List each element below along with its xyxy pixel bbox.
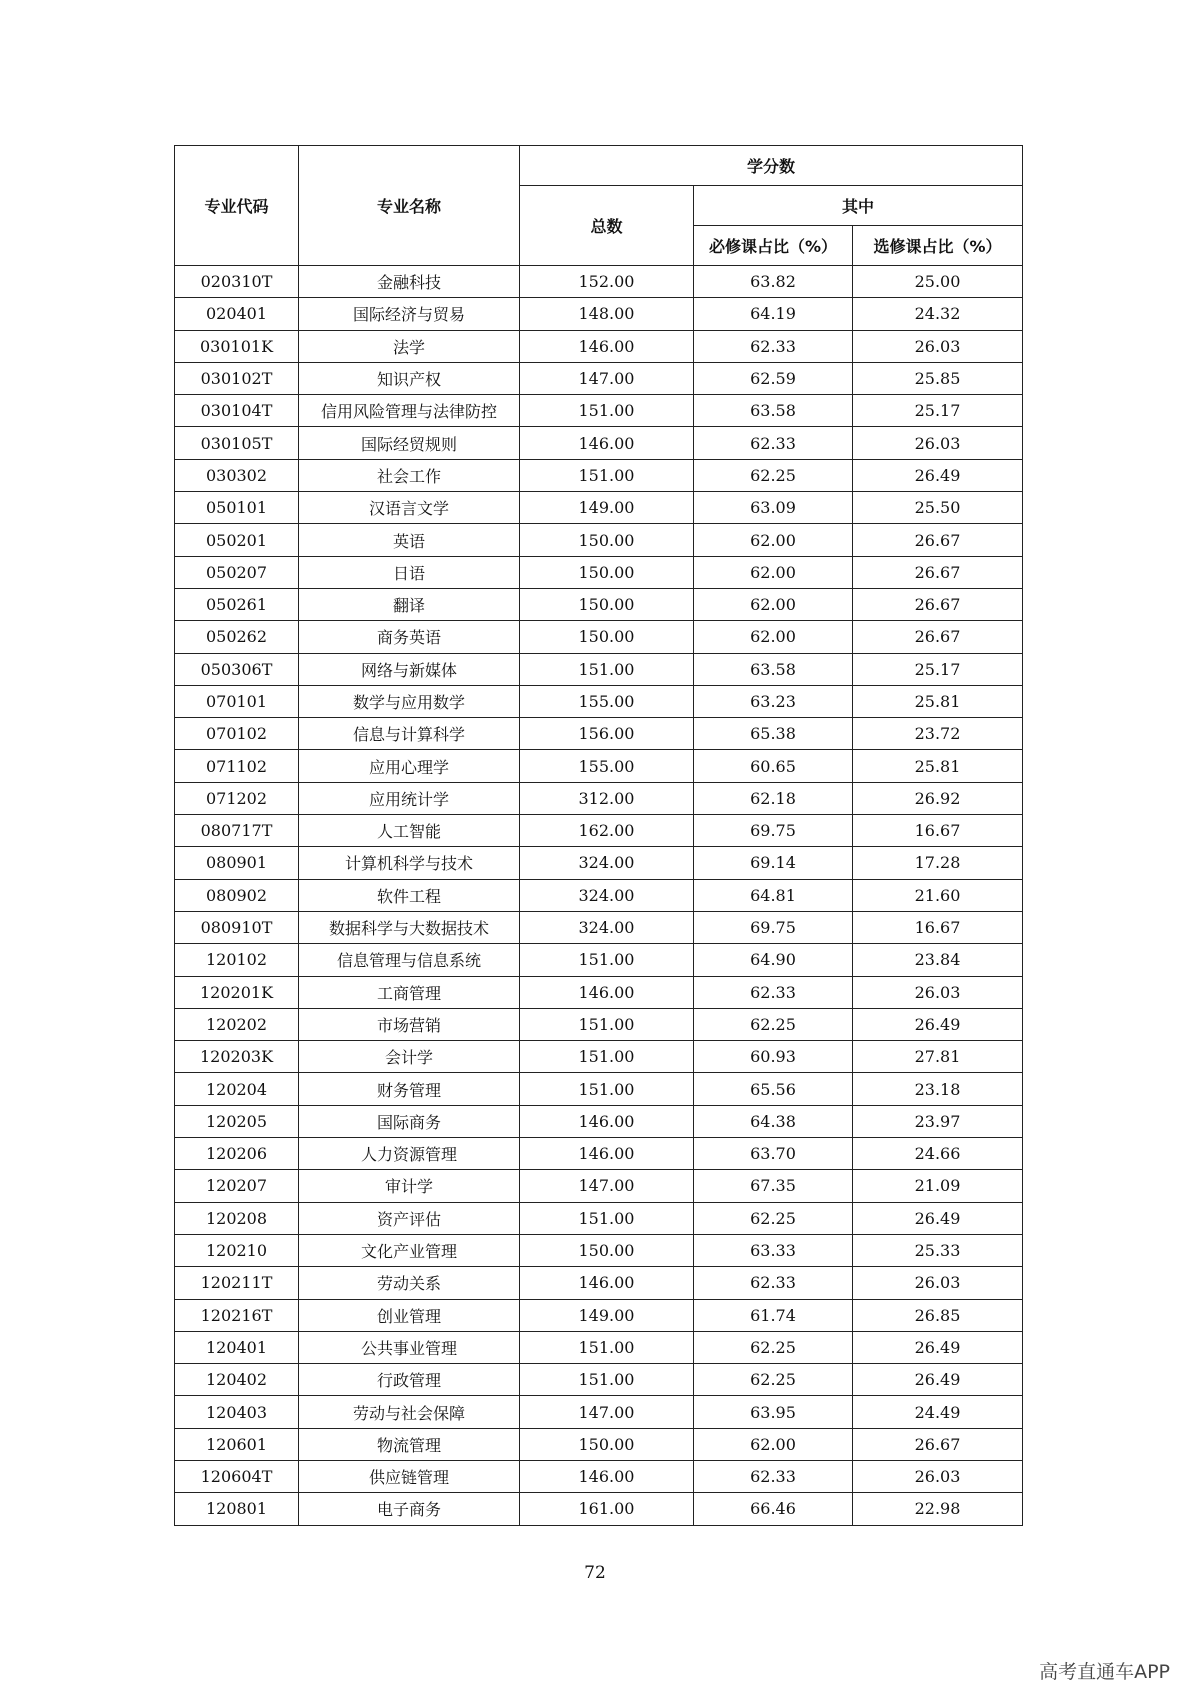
cell-total-credits: 147.00 <box>520 1170 694 1202</box>
cell-major-name: 应用心理学 <box>299 750 520 782</box>
cell-total-credits: 151.00 <box>520 1202 694 1234</box>
header-major-code: 专业代码 <box>175 146 299 266</box>
cell-required-ratio: 64.90 <box>694 944 853 976</box>
cell-elective-ratio: 21.09 <box>853 1170 1023 1202</box>
cell-required-ratio: 69.75 <box>694 815 853 847</box>
cell-elective-ratio: 16.67 <box>853 815 1023 847</box>
cell-elective-ratio: 26.67 <box>853 524 1023 556</box>
cell-elective-ratio: 26.67 <box>853 588 1023 620</box>
cell-major-code: 020310T <box>175 266 299 298</box>
table-row <box>175 1008 1023 1040</box>
cell-major-name: 文化产业管理 <box>299 1234 520 1266</box>
cell-major-name: 知识产权 <box>299 362 520 394</box>
cell-elective-ratio: 26.92 <box>853 782 1023 814</box>
cell-total-credits: 146.00 <box>520 976 694 1008</box>
table-row <box>175 1170 1023 1202</box>
cell-major-code: 120211T <box>175 1267 299 1299</box>
table-row <box>175 330 1023 362</box>
cell-elective-ratio: 26.03 <box>853 976 1023 1008</box>
cell-major-name: 财务管理 <box>299 1073 520 1105</box>
cell-required-ratio: 63.95 <box>694 1396 853 1428</box>
cell-total-credits: 161.00 <box>520 1493 694 1525</box>
header-credits: 学分数 <box>520 146 1023 186</box>
cell-elective-ratio: 23.72 <box>853 718 1023 750</box>
cell-elective-ratio: 26.03 <box>853 1460 1023 1492</box>
cell-major-name: 行政管理 <box>299 1364 520 1396</box>
header-of-which: 其中 <box>694 186 1023 226</box>
table-row <box>175 1460 1023 1492</box>
cell-required-ratio: 64.38 <box>694 1105 853 1137</box>
cell-total-credits: 155.00 <box>520 685 694 717</box>
cell-total-credits: 146.00 <box>520 330 694 362</box>
cell-required-ratio: 62.25 <box>694 1008 853 1040</box>
cell-elective-ratio: 25.00 <box>853 266 1023 298</box>
cell-major-name: 物流管理 <box>299 1428 520 1460</box>
cell-total-credits: 156.00 <box>520 718 694 750</box>
cell-required-ratio: 62.59 <box>694 362 853 394</box>
cell-major-code: 120208 <box>175 1202 299 1234</box>
table-row <box>175 1073 1023 1105</box>
cell-total-credits: 150.00 <box>520 588 694 620</box>
cell-major-code: 080910T <box>175 911 299 943</box>
cell-elective-ratio: 25.17 <box>853 653 1023 685</box>
cell-total-credits: 324.00 <box>520 911 694 943</box>
cell-total-credits: 151.00 <box>520 1073 694 1105</box>
cell-major-code: 120801 <box>175 1493 299 1525</box>
cell-total-credits: 155.00 <box>520 750 694 782</box>
cell-elective-ratio: 25.17 <box>853 395 1023 427</box>
cell-major-code: 050101 <box>175 492 299 524</box>
cell-major-code: 030105T <box>175 427 299 459</box>
table-row <box>175 459 1023 491</box>
table-row <box>175 1364 1023 1396</box>
cell-total-credits: 151.00 <box>520 653 694 685</box>
cell-major-name: 社会工作 <box>299 459 520 491</box>
cell-major-code: 120401 <box>175 1331 299 1363</box>
cell-elective-ratio: 27.81 <box>853 1041 1023 1073</box>
cell-major-name: 应用统计学 <box>299 782 520 814</box>
cell-major-code: 120210 <box>175 1234 299 1266</box>
table-row <box>175 1428 1023 1460</box>
cell-required-ratio: 63.23 <box>694 685 853 717</box>
cell-major-code: 120203K <box>175 1041 299 1073</box>
cell-major-name: 人力资源管理 <box>299 1138 520 1170</box>
cell-major-code: 071202 <box>175 782 299 814</box>
cell-major-code: 050201 <box>175 524 299 556</box>
table-row <box>175 1493 1023 1525</box>
table-row <box>175 1234 1023 1266</box>
cell-total-credits: 146.00 <box>520 1138 694 1170</box>
cell-required-ratio: 62.18 <box>694 782 853 814</box>
cell-elective-ratio: 26.03 <box>853 427 1023 459</box>
table-row <box>175 492 1023 524</box>
credits-table <box>174 145 1023 1526</box>
cell-elective-ratio: 25.81 <box>853 685 1023 717</box>
table-row <box>175 427 1023 459</box>
cell-elective-ratio: 25.85 <box>853 362 1023 394</box>
cell-major-code: 030104T <box>175 395 299 427</box>
cell-major-name: 金融科技 <box>299 266 520 298</box>
cell-required-ratio: 62.00 <box>694 588 853 620</box>
cell-major-name: 翻译 <box>299 588 520 620</box>
table-row <box>175 298 1023 330</box>
table-row <box>175 524 1023 556</box>
watermark: 高考直通车APP <box>1039 1661 1170 1683</box>
cell-total-credits: 150.00 <box>520 1234 694 1266</box>
table-row <box>175 1331 1023 1363</box>
cell-required-ratio: 62.00 <box>694 1428 853 1460</box>
cell-major-name: 公共事业管理 <box>299 1331 520 1363</box>
cell-total-credits: 149.00 <box>520 492 694 524</box>
cell-major-code: 080902 <box>175 879 299 911</box>
cell-major-code: 050306T <box>175 653 299 685</box>
cell-major-code: 120402 <box>175 1364 299 1396</box>
cell-elective-ratio: 26.49 <box>853 1331 1023 1363</box>
cell-total-credits: 146.00 <box>520 1267 694 1299</box>
cell-major-code: 120205 <box>175 1105 299 1137</box>
cell-elective-ratio: 26.03 <box>853 330 1023 362</box>
header-major-name: 专业名称 <box>299 146 520 266</box>
table-row <box>175 1105 1023 1137</box>
cell-total-credits: 151.00 <box>520 1041 694 1073</box>
cell-elective-ratio: 21.60 <box>853 879 1023 911</box>
cell-total-credits: 151.00 <box>520 395 694 427</box>
cell-required-ratio: 62.00 <box>694 556 853 588</box>
cell-major-code: 071102 <box>175 750 299 782</box>
cell-major-name: 汉语言文学 <box>299 492 520 524</box>
cell-total-credits: 149.00 <box>520 1299 694 1331</box>
cell-major-code: 050207 <box>175 556 299 588</box>
cell-required-ratio: 62.33 <box>694 1460 853 1492</box>
cell-major-name: 审计学 <box>299 1170 520 1202</box>
table-row <box>175 685 1023 717</box>
cell-required-ratio: 62.00 <box>694 524 853 556</box>
cell-total-credits: 151.00 <box>520 1008 694 1040</box>
cell-major-code: 120204 <box>175 1073 299 1105</box>
cell-elective-ratio: 26.85 <box>853 1299 1023 1331</box>
cell-total-credits: 147.00 <box>520 362 694 394</box>
cell-required-ratio: 61.74 <box>694 1299 853 1331</box>
cell-major-code: 120202 <box>175 1008 299 1040</box>
cell-total-credits: 150.00 <box>520 1428 694 1460</box>
cell-major-name: 信息管理与信息系统 <box>299 944 520 976</box>
cell-required-ratio: 66.46 <box>694 1493 853 1525</box>
cell-total-credits: 147.00 <box>520 1396 694 1428</box>
table-row <box>175 976 1023 1008</box>
table-row <box>175 1299 1023 1331</box>
cell-major-code: 030102T <box>175 362 299 394</box>
cell-major-name: 国际经贸规则 <box>299 427 520 459</box>
cell-required-ratio: 63.58 <box>694 653 853 685</box>
cell-required-ratio: 62.25 <box>694 1202 853 1234</box>
cell-elective-ratio: 24.49 <box>853 1396 1023 1428</box>
table-row <box>175 362 1023 394</box>
cell-required-ratio: 62.33 <box>694 427 853 459</box>
cell-elective-ratio: 26.49 <box>853 1202 1023 1234</box>
cell-major-code: 050262 <box>175 621 299 653</box>
table-row <box>175 588 1023 620</box>
cell-major-name: 软件工程 <box>299 879 520 911</box>
table-row <box>175 750 1023 782</box>
cell-major-name: 商务英语 <box>299 621 520 653</box>
cell-major-name: 市场营销 <box>299 1008 520 1040</box>
cell-required-ratio: 63.82 <box>694 266 853 298</box>
cell-elective-ratio: 25.81 <box>853 750 1023 782</box>
table-row <box>175 1041 1023 1073</box>
cell-total-credits: 146.00 <box>520 1460 694 1492</box>
cell-major-code: 030101K <box>175 330 299 362</box>
cell-elective-ratio: 26.67 <box>853 621 1023 653</box>
cell-required-ratio: 60.93 <box>694 1041 853 1073</box>
cell-required-ratio: 62.33 <box>694 976 853 1008</box>
header-required-ratio: 必修课占比（%） <box>694 226 853 266</box>
cell-required-ratio: 65.38 <box>694 718 853 750</box>
cell-major-name: 数学与应用数学 <box>299 685 520 717</box>
cell-major-name: 电子商务 <box>299 1493 520 1525</box>
cell-major-name: 网络与新媒体 <box>299 653 520 685</box>
cell-total-credits: 146.00 <box>520 1105 694 1137</box>
cell-required-ratio: 63.33 <box>694 1234 853 1266</box>
cell-major-name: 人工智能 <box>299 815 520 847</box>
cell-major-code: 120216T <box>175 1299 299 1331</box>
cell-total-credits: 148.00 <box>520 298 694 330</box>
cell-total-credits: 151.00 <box>520 459 694 491</box>
cell-elective-ratio: 26.49 <box>853 1364 1023 1396</box>
cell-major-name: 供应链管理 <box>299 1460 520 1492</box>
cell-required-ratio: 63.58 <box>694 395 853 427</box>
cell-elective-ratio: 25.50 <box>853 492 1023 524</box>
table-body <box>175 266 1023 1526</box>
cell-elective-ratio: 24.32 <box>853 298 1023 330</box>
cell-total-credits: 151.00 <box>520 1331 694 1363</box>
table-row <box>175 621 1023 653</box>
cell-major-name: 国际经济与贸易 <box>299 298 520 330</box>
cell-elective-ratio: 16.67 <box>853 911 1023 943</box>
table-row <box>175 718 1023 750</box>
cell-elective-ratio: 26.67 <box>853 556 1023 588</box>
cell-total-credits: 150.00 <box>520 556 694 588</box>
cell-major-name: 工商管理 <box>299 976 520 1008</box>
cell-major-code: 120206 <box>175 1138 299 1170</box>
cell-major-name: 英语 <box>299 524 520 556</box>
cell-required-ratio: 64.81 <box>694 879 853 911</box>
cell-total-credits: 324.00 <box>520 847 694 879</box>
cell-elective-ratio: 26.03 <box>853 1267 1023 1299</box>
cell-elective-ratio: 26.49 <box>853 459 1023 491</box>
cell-major-code: 030302 <box>175 459 299 491</box>
cell-required-ratio: 62.33 <box>694 1267 853 1299</box>
cell-major-name: 信用风险管理与法律防控 <box>299 395 520 427</box>
cell-major-name: 劳动关系 <box>299 1267 520 1299</box>
cell-total-credits: 151.00 <box>520 944 694 976</box>
cell-elective-ratio: 17.28 <box>853 847 1023 879</box>
cell-major-name: 计算机科学与技术 <box>299 847 520 879</box>
cell-elective-ratio: 23.18 <box>853 1073 1023 1105</box>
cell-required-ratio: 65.56 <box>694 1073 853 1105</box>
table-row <box>175 1396 1023 1428</box>
header-elective-ratio: 选修课占比（%） <box>853 226 1023 266</box>
cell-major-name: 日语 <box>299 556 520 588</box>
cell-required-ratio: 64.19 <box>694 298 853 330</box>
cell-elective-ratio: 26.49 <box>853 1008 1023 1040</box>
table-row <box>175 395 1023 427</box>
cell-major-name: 会计学 <box>299 1041 520 1073</box>
cell-major-code: 120604T <box>175 1460 299 1492</box>
cell-required-ratio: 60.65 <box>694 750 853 782</box>
cell-major-code: 120102 <box>175 944 299 976</box>
cell-elective-ratio: 22.98 <box>853 1493 1023 1525</box>
cell-major-code: 080717T <box>175 815 299 847</box>
cell-major-name: 资产评估 <box>299 1202 520 1234</box>
cell-total-credits: 150.00 <box>520 621 694 653</box>
cell-required-ratio: 62.00 <box>694 621 853 653</box>
cell-total-credits: 162.00 <box>520 815 694 847</box>
cell-required-ratio: 62.25 <box>694 459 853 491</box>
cell-elective-ratio: 23.84 <box>853 944 1023 976</box>
cell-major-code: 120201K <box>175 976 299 1008</box>
cell-major-code: 120601 <box>175 1428 299 1460</box>
cell-major-name: 信息与计算科学 <box>299 718 520 750</box>
cell-elective-ratio: 23.97 <box>853 1105 1023 1137</box>
table-row <box>175 1267 1023 1299</box>
cell-elective-ratio: 25.33 <box>853 1234 1023 1266</box>
cell-major-code: 120207 <box>175 1170 299 1202</box>
cell-major-name: 劳动与社会保障 <box>299 1396 520 1428</box>
table-row <box>175 815 1023 847</box>
table-header <box>175 146 1023 266</box>
table-row <box>175 266 1023 298</box>
table-row <box>175 1202 1023 1234</box>
cell-required-ratio: 62.33 <box>694 330 853 362</box>
table-row <box>175 556 1023 588</box>
cell-total-credits: 150.00 <box>520 524 694 556</box>
header-total: 总数 <box>520 186 694 266</box>
cell-total-credits: 152.00 <box>520 266 694 298</box>
cell-major-name: 创业管理 <box>299 1299 520 1331</box>
table-row <box>175 847 1023 879</box>
cell-required-ratio: 67.35 <box>694 1170 853 1202</box>
cell-elective-ratio: 24.66 <box>853 1138 1023 1170</box>
cell-total-credits: 312.00 <box>520 782 694 814</box>
table-row <box>175 653 1023 685</box>
table-row <box>175 782 1023 814</box>
page-number: 72 <box>584 1563 606 1583</box>
cell-required-ratio: 62.25 <box>694 1331 853 1363</box>
cell-required-ratio: 69.75 <box>694 911 853 943</box>
cell-major-code: 120403 <box>175 1396 299 1428</box>
cell-total-credits: 151.00 <box>520 1364 694 1396</box>
cell-total-credits: 146.00 <box>520 427 694 459</box>
cell-required-ratio: 62.25 <box>694 1364 853 1396</box>
cell-major-code: 050261 <box>175 588 299 620</box>
cell-major-name: 法学 <box>299 330 520 362</box>
cell-required-ratio: 63.09 <box>694 492 853 524</box>
table-row <box>175 879 1023 911</box>
cell-major-code: 020401 <box>175 298 299 330</box>
cell-major-code: 070102 <box>175 718 299 750</box>
cell-required-ratio: 69.14 <box>694 847 853 879</box>
cell-major-code: 080901 <box>175 847 299 879</box>
table-row <box>175 944 1023 976</box>
cell-elective-ratio: 26.67 <box>853 1428 1023 1460</box>
table-row <box>175 1138 1023 1170</box>
cell-major-code: 070101 <box>175 685 299 717</box>
table-row <box>175 911 1023 943</box>
cell-required-ratio: 63.70 <box>694 1138 853 1170</box>
cell-major-name: 国际商务 <box>299 1105 520 1137</box>
cell-major-name: 数据科学与大数据技术 <box>299 911 520 943</box>
cell-total-credits: 324.00 <box>520 879 694 911</box>
